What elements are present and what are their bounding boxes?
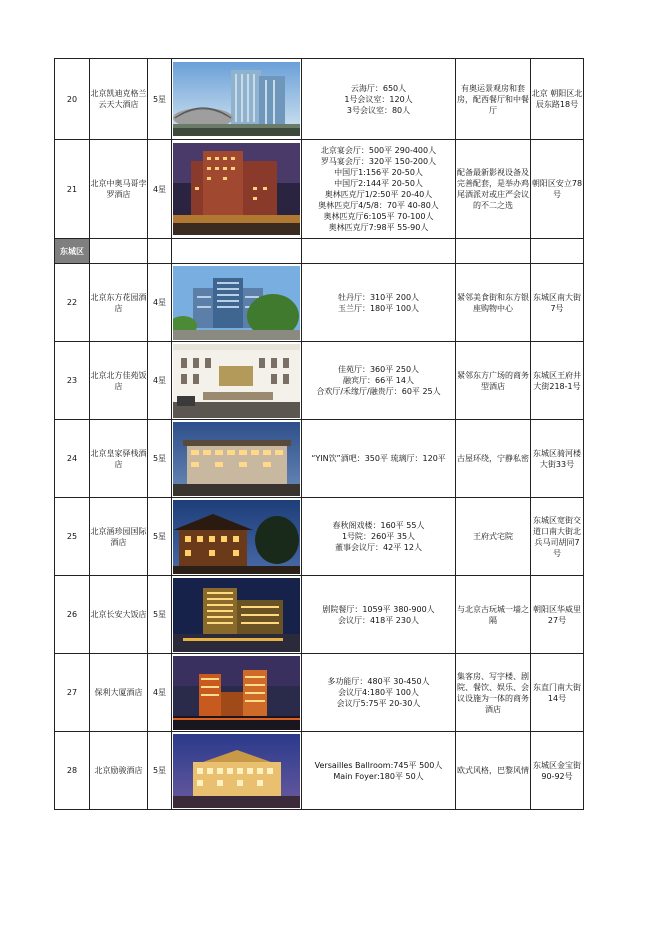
hotel-features: 古屋环绕，宁静私密 [456,420,531,498]
meeting-rooms: Versailles Ballroom:745平 500人 Main Foyer:180平 50人 [302,732,456,810]
hotel-photo-icon [173,266,300,340]
hotel-name: 北京长安大饭店 [90,576,148,654]
hotel-features: 与北京古玩城一墙之隔 [456,576,531,654]
hotel-photo-icon [173,344,300,418]
row-number: 28 [55,732,90,810]
row-number: 25 [55,498,90,576]
hotel-name: 北京励骏酒店 [90,732,148,810]
meeting-rooms: “YIN饮”酒吧：350平 琉璃厅：120平 [302,420,456,498]
meeting-rooms: 北京宴会厅：500平 290-400人 罗马宴会厅：320平 150-200人 中国厅1:156平 20-50人 中国厅2:144平 20-50人 奥林匹克厅1/2:50平 20-40人 奥林匹克厅4/5/8：70平 40-80人 奥林匹克厅6:105平 70-100人 奥林匹克厅7:98平 55-90人 [302,140,456,239]
hotel-features: 紧邻东方广场的商务型酒店 [456,342,531,420]
hotel-photo [173,266,300,340]
hotel-photo [173,578,300,652]
table-row [55,264,584,342]
row-number: 26 [55,576,90,654]
star-rating: 4星 [148,140,172,239]
hotel-name: 北京中奥马哥孛罗酒店 [90,140,148,239]
meeting-rooms: 牡丹厅：310平 200人 玉兰厅：180平 100人 [302,264,456,342]
hotel-photo [173,62,300,136]
section-row [55,239,584,264]
star-rating: 4星 [148,654,172,732]
hotel-photo-icon [173,734,300,808]
hotel-name: 北京北方佳苑饭店 [90,342,148,420]
table-row [55,732,584,810]
hotel-address: 东直门南大街14号 [531,654,584,732]
meeting-rooms: 佳苑厅：360平 250人 融宾厅：66平 14人 合欢厅/禾缘厅/融贵厅：60平 25人 [302,342,456,420]
star-rating: 5星 [148,576,172,654]
hotel-photo-icon [173,500,300,574]
hotel-address: 北京 朝阳区北辰东路18号 [531,59,584,140]
hotel-features: 有奥运景观房和套房，配西餐厅和中餐厅 [456,59,531,140]
hotel-name: 北京凯迪克格兰云天大酒店 [90,59,148,140]
meeting-rooms: 多功能厅：480平 30-450人 会议厅4:180平 100人 会议厅5:75平 20-30人 [302,654,456,732]
hotel-address: 朝阳区安立78号 [531,140,584,239]
table-row [55,420,584,498]
hotel-name: 北京涵珍园国际酒店 [90,498,148,576]
hotel-features: 欧式风格，巴黎风情 [456,732,531,810]
hotel-features: 紧邻美食街和东方银座购物中心 [456,264,531,342]
hotel-photo [173,734,300,808]
table-row [55,654,584,732]
table-row [55,342,584,420]
hotel-address: 朝阳区华威里27号 [531,576,584,654]
row-number: 24 [55,420,90,498]
hotel-name: 保利大厦酒店 [90,654,148,732]
hotel-photo-icon [173,656,300,730]
star-rating: 5星 [148,420,172,498]
star-rating: 4星 [148,342,172,420]
row-number: 22 [55,264,90,342]
hotel-photo-icon [173,143,300,235]
hotel-features: 配备最新影视设备及完善配套，是举办鸡尾酒派对或庄严会议的不二之选 [456,140,531,239]
hotel-features: 王府式宅院 [456,498,531,576]
hotel-name: 北京东方花园酒店 [90,264,148,342]
star-rating: 5星 [148,498,172,576]
district-label: 东城区 [55,239,90,264]
hotel-photo [173,656,300,730]
row-number: 23 [55,342,90,420]
hotel-table [54,58,584,810]
star-rating: 4星 [148,264,172,342]
hotel-photo-icon [173,422,300,496]
hotel-photo [173,422,300,496]
table-row [55,576,584,654]
table-row [55,498,584,576]
meeting-rooms: 春秋阁戏楼：160平 55人 1号院：260平 35人 董事会议厅：42平 12人 [302,498,456,576]
star-rating: 5星 [148,732,172,810]
hotel-address: 东城区骑河楼大街33号 [531,420,584,498]
hotel-photo [173,344,300,418]
table-row [55,59,584,140]
row-number: 27 [55,654,90,732]
hotel-address: 东城区宽街交道口南大街北兵马司胡同7号 [531,498,584,576]
table-row [55,140,584,239]
hotel-photo [173,143,300,235]
meeting-rooms: 剧院餐厅：1059平 380-900人 会议厅：418平 230人 [302,576,456,654]
row-number: 21 [55,140,90,239]
star-rating: 5星 [148,59,172,140]
hotel-photo-icon [173,578,300,652]
hotel-features: 集客房、写字楼、剧院、餐饮、娱乐、会议设施为一体的商务酒店 [456,654,531,732]
hotel-photo-icon [173,62,300,136]
hotel-name: 北京皇家驿栈酒店 [90,420,148,498]
hotel-address: 东城区南大街7号 [531,264,584,342]
meeting-rooms: 云海厅：650人 1号会议室：120人 3号会议室：80人 [302,59,456,140]
hotel-address: 东城区金宝街90-92号 [531,732,584,810]
row-number: 20 [55,59,90,140]
hotel-photo [173,500,300,574]
hotel-address: 东城区王府井大街218-1号 [531,342,584,420]
